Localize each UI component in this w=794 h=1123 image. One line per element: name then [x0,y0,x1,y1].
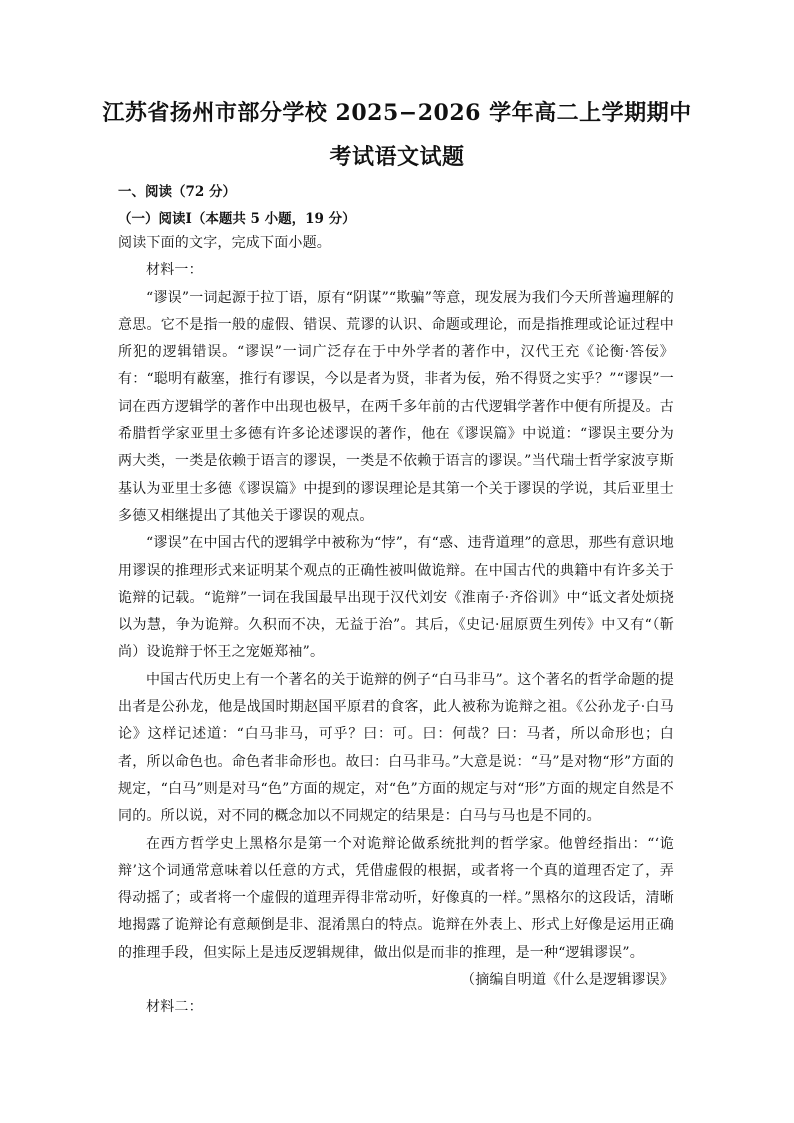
section-heading: 一、阅读（72 分） [118,184,236,200]
material-1-paragraph-3: 中国古代历史上有一个著名的关于诡辩的例子“白马非马”。这个著名的哲学命题的提出者是公孙龙，他是战国时期赵国平原君的食客，此人被称为诡辩之祖。《公孙龙子·白马论》这样记述道：“白马非马，可乎？曰：可。曰：何哉？曰：马者，所以命形也；白者，所以命色也。命色者非命形也。故曰：白马非马。”大意是说：“马”是对物“形”方面的规定，“白马”则是对马“色”方面的规定，对“色”方面的规定与对“形”方面的规定自然是不同的。所以说，对不同的概念加以不同规定的结果是：白马与马也是不同的。 [118,671,674,825]
subsection-heading: （一）阅读Ⅰ（本题共 5 小题，19 分） [118,211,356,227]
document-title-line-1: 江苏省扬州市部分学校 2025−2026 学年高二上学期期中 [102,100,692,126]
material-1-source: （摘编自明道《什么是逻辑谬误》 [461,972,674,989]
material-1-label: 材料一： [146,262,203,279]
material-1-paragraph-2: “谬误”在中国古代的逻辑学中被称为“悖”，有“惑、违背道理”的意思，那些有意识地用谬误的推理形式来证明某个观点的正确性被叫做诡辩。在中国古代的典籍中有许多关于诡辩的记载。“诡辩”一词在我国最早出现于汉代刘安《淮南子·齐俗训》中“诋文者处烦挠以为慧，争为诡辩。久积而不决，无益于治”。其后，《史记·屈原贾生列传》中又有“（靳尚）设诡辩于怀王之宠姬郑袖”。 [118,535,674,661]
material-2-label: 材料二： [146,999,203,1016]
document-title-line-2: 考试语文试题 [329,144,465,170]
material-1-paragraph-1: “谬误”一词起源于拉丁语，原有“阴谋”“欺骗”等意，现发展为我们今天所普遍理解的意思。它不是指一般的虚假、错误、荒谬的认识、命题或理论，而是指推理或论证过程中所犯的逻辑错误。“谬误”一词广泛存在于中外学者的著作中，汉代王充《论衡·答佞》有：“聪明有蔽塞，推行有谬误，今以是者为贤，非者为佞，殆不得贤之实乎？”“谬误”一词在西方逻辑学的著作中出现也极早，在两千多年前的古代逻辑学著作中便有所提及。古希腊哲学家亚里士多德有许多论述谬误的著作，他在《谬误篇》中说道：“谬误主要分为两大类，一类是依赖于语言的谬误，一类是不依赖于语言的谬误。”当代瑞士哲学家波亨斯基认为亚里士多德《谬误篇》中提到的谬误理论是其第一个关于谬误的学说，其后亚里士多德又相继提出了其他关于谬误的观点。 [118,289,674,524]
material-1-paragraph-4: 在西方哲学史上黑格尔是第一个对诡辩论做系统批判的哲学家。他曾经指出：“‘诡辩’这个词通常意味着以任意的方式，凭借虚假的根据，或者将一个真的道理否定了，弄得动摇了；或者将一个虚假的道理弄得非常动听，好像真的一样。”黑格尔的这段话，清晰地揭露了诡辩论有意颠倒是非、混淆黑白的特点。诡辩在外表上、形式上好像是运用正确的推理手段，但实际上是违反逻辑规律，做出似是而非的推理，是一种“逻辑谬误”。 [118,835,674,961]
reading-passage [118,230,674,1022]
instruction-text: 阅读下面的文字，完成下面小题。 [118,235,331,251]
